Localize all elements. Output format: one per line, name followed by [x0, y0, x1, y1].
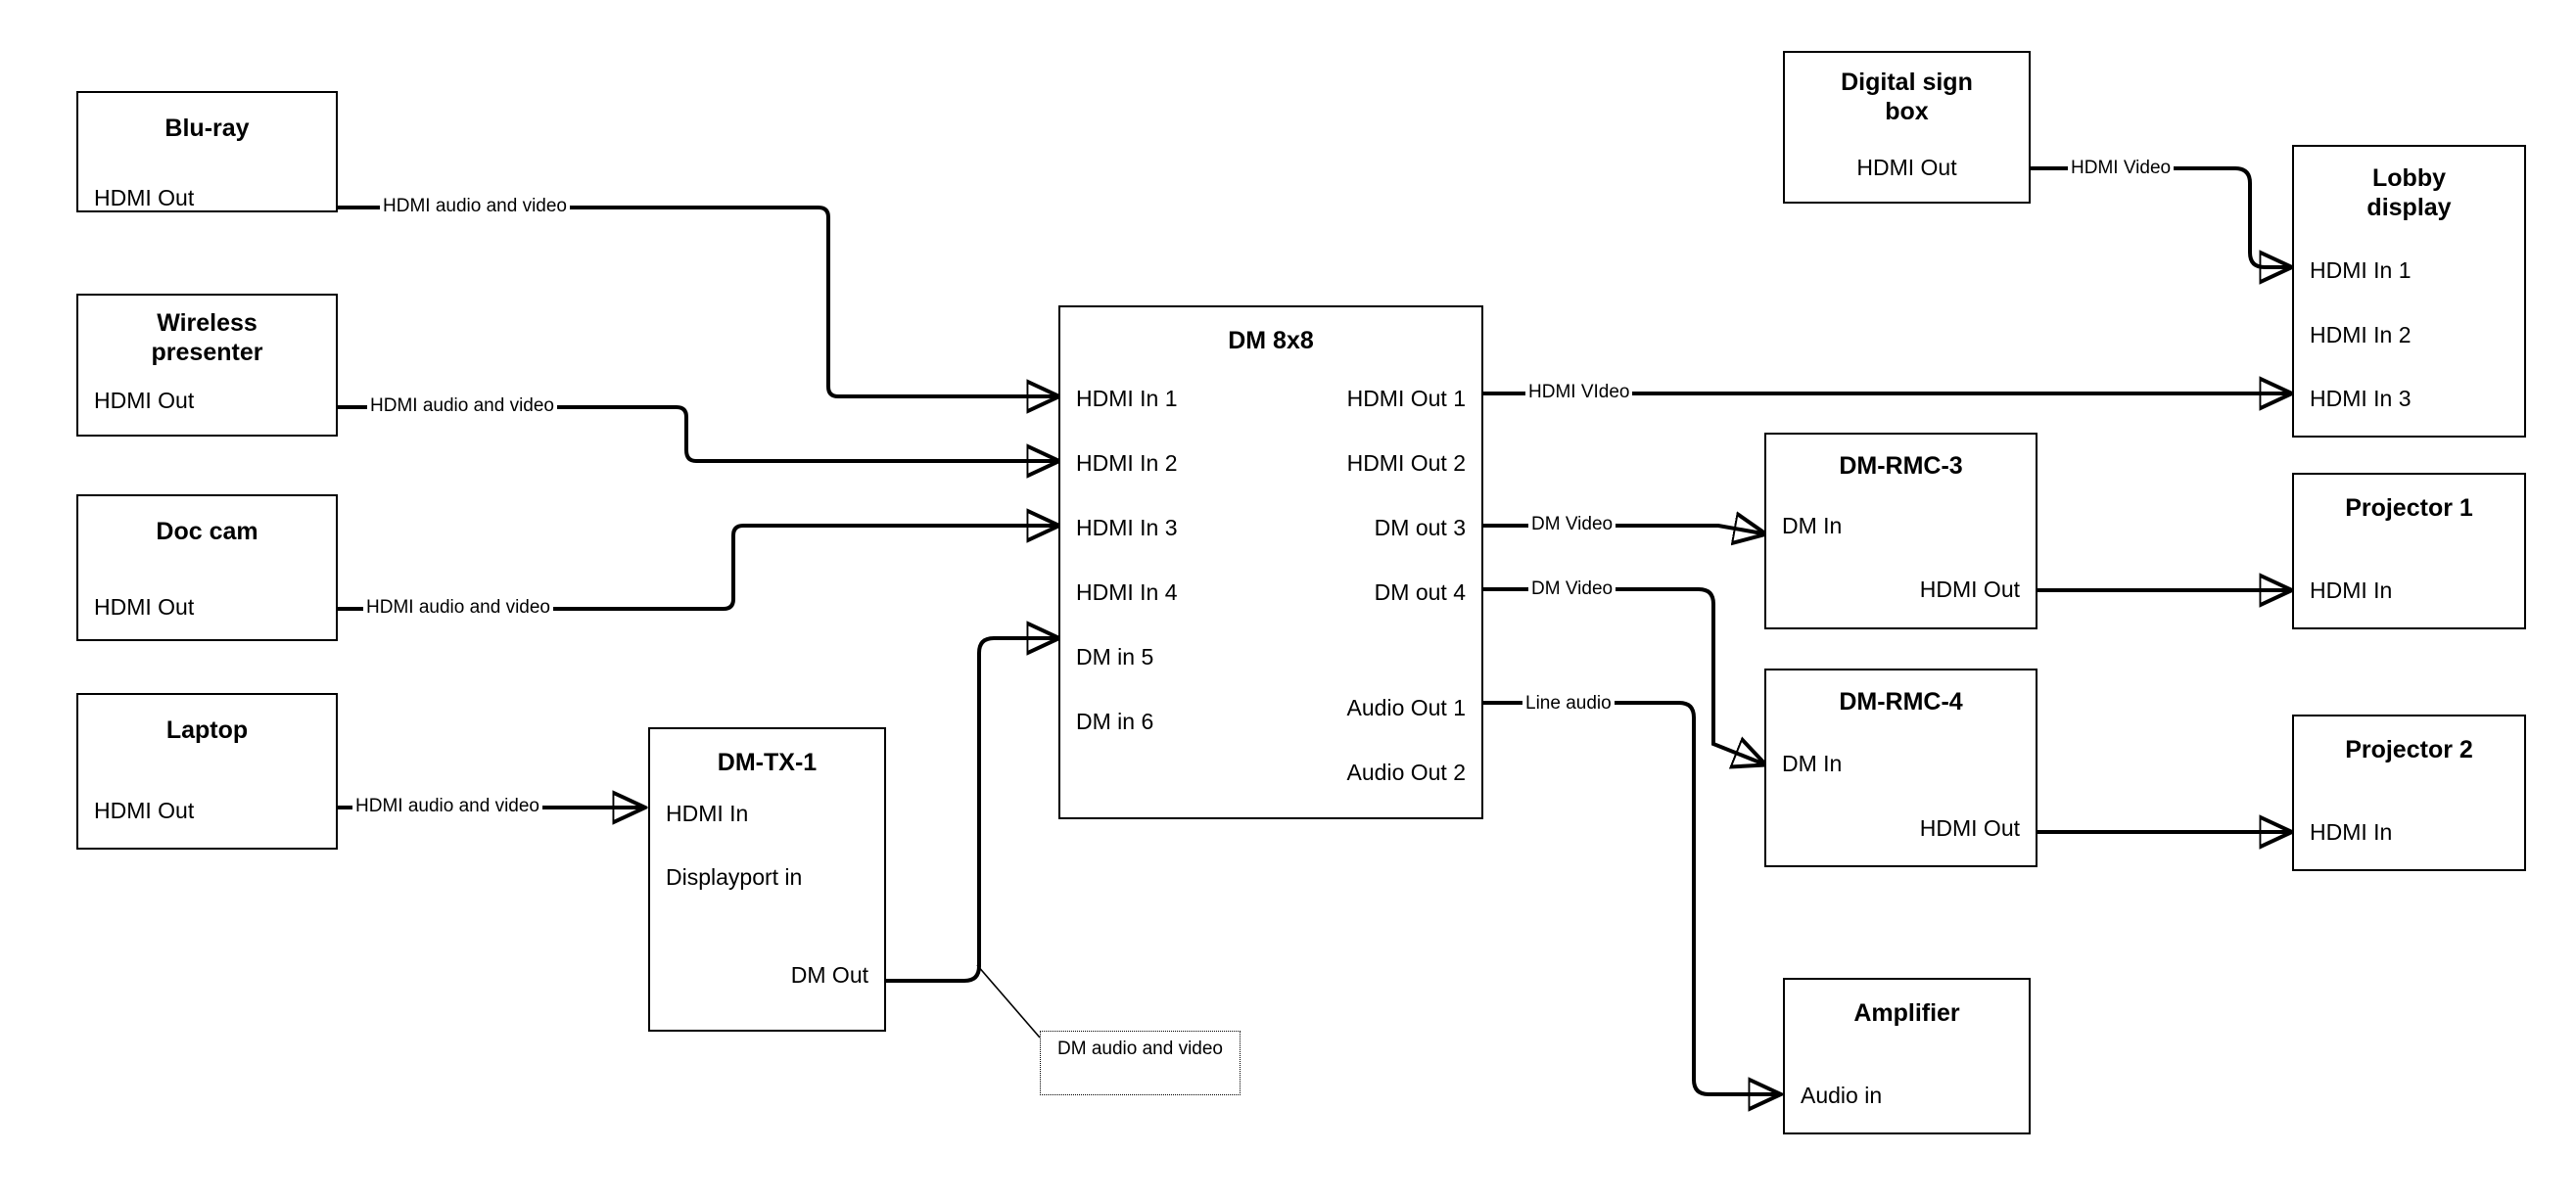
port-hdmi-out[interactable]: HDMI Out — [1856, 155, 1957, 180]
port-hdmi-in-2[interactable]: HDMI In 2 — [1076, 450, 1178, 476]
edge-label-bluray-dm: HDMI audio and video — [380, 196, 570, 217]
node-laptop[interactable] — [76, 693, 338, 850]
node-bluray[interactable] — [76, 91, 338, 212]
port-hdmi-in-2[interactable]: HDMI In 2 — [2310, 322, 2412, 347]
port-dm-in[interactable]: DM In — [1782, 751, 1843, 776]
port-dm-in[interactable]: DM In — [1782, 513, 1843, 538]
edge-label-dm-rmc4: DM Video — [1528, 578, 1616, 600]
edge-label-dm-lobby: HDMI VIdeo — [1525, 382, 1632, 403]
port-displayport-in[interactable]: Displayport in — [666, 864, 803, 890]
port-audio-in[interactable]: Audio in — [1801, 1083, 1883, 1108]
node-title: DM-RMC-4 — [1839, 688, 1963, 716]
node-title: DM-RMC-3 — [1839, 452, 1963, 480]
port-hdmi-out[interactable]: HDMI Out — [94, 185, 195, 210]
node-projector-2[interactable] — [2292, 715, 2526, 871]
node-title: DM-TX-1 — [717, 749, 818, 776]
node-title: Amplifier — [1853, 999, 1960, 1027]
node-dm-rmc-3[interactable] — [1764, 433, 2037, 629]
node-projector-1[interactable] — [2292, 473, 2526, 629]
edge-label-dm-amp: Line audio — [1522, 693, 1615, 715]
port-hdmi-out[interactable]: HDMI Out — [1919, 577, 2020, 602]
port-hdmi-out-1[interactable]: HDMI Out 1 — [1346, 386, 1466, 411]
port-hdmi-in-1[interactable]: HDMI In 1 — [1076, 386, 1178, 411]
edge-label-doccam-dm: HDMI audio and video — [363, 597, 553, 619]
node-title: Blu-ray — [164, 115, 250, 142]
edge-label-dm-rmc3: DM Video — [1528, 514, 1616, 535]
port-hdmi-out[interactable]: HDMI Out — [1919, 815, 2020, 841]
port-hdmi-in-1[interactable]: HDMI In 1 — [2310, 257, 2412, 283]
note-dm-audio-video: DM audio and video — [1040, 1031, 1241, 1095]
node-amplifier[interactable] — [1783, 978, 2031, 1134]
edge-label-sign-lobby: HDMI Video — [2068, 158, 2174, 179]
port-audio-out-2[interactable]: Audio Out 2 — [1346, 760, 1466, 785]
node-title: Wireless presenter — [151, 309, 263, 366]
port-hdmi-in[interactable]: HDMI In — [666, 801, 749, 826]
port-dm-in-6[interactable]: DM in 6 — [1076, 709, 1154, 734]
port-hdmi-out[interactable]: HDMI Out — [94, 388, 195, 413]
port-dm-in-5[interactable]: DM in 5 — [1076, 644, 1154, 670]
node-lobby-display[interactable] — [2292, 145, 2526, 438]
node-title: Doc cam — [156, 518, 258, 545]
node-digital-sign-box[interactable] — [1783, 51, 2031, 204]
port-dm-out[interactable]: DM Out — [790, 962, 868, 988]
node-dm-8x8[interactable] — [1058, 305, 1483, 819]
port-hdmi-out-2[interactable]: HDMI Out 2 — [1346, 450, 1466, 476]
node-doc-cam[interactable] — [76, 494, 338, 641]
node-title: Projector 2 — [2345, 736, 2473, 763]
edge-label-laptop-tx: HDMI audio and video — [352, 796, 542, 817]
edge-label-wireless-dm: HDMI audio and video — [367, 395, 557, 417]
port-dm-out-3[interactable]: DM out 3 — [1374, 515, 1466, 540]
node-title: Laptop — [165, 716, 249, 744]
port-hdmi-out[interactable]: HDMI Out — [94, 798, 195, 823]
node-dm-tx-1[interactable] — [648, 727, 886, 1032]
node-title: Projector 1 — [2345, 494, 2473, 522]
node-title: Digital sign box — [1841, 69, 1973, 125]
port-hdmi-in[interactable]: HDMI In — [2310, 819, 2393, 845]
port-dm-out-4[interactable]: DM out 4 — [1374, 579, 1466, 605]
port-hdmi-in-3[interactable]: HDMI In 3 — [2310, 386, 2412, 411]
node-wireless-presenter[interactable] — [76, 294, 338, 437]
port-hdmi-in[interactable]: HDMI In — [2310, 577, 2393, 603]
port-hdmi-out[interactable]: HDMI Out — [94, 594, 195, 620]
port-audio-out-1[interactable]: Audio Out 1 — [1346, 695, 1466, 720]
port-hdmi-in-4[interactable]: HDMI In 4 — [1076, 579, 1178, 605]
port-hdmi-in-3[interactable]: HDMI In 3 — [1076, 515, 1178, 540]
node-dm-rmc-4[interactable] — [1764, 669, 2037, 867]
node-title: DM 8x8 — [1228, 327, 1314, 354]
node-title: Lobby display — [2366, 164, 2452, 221]
